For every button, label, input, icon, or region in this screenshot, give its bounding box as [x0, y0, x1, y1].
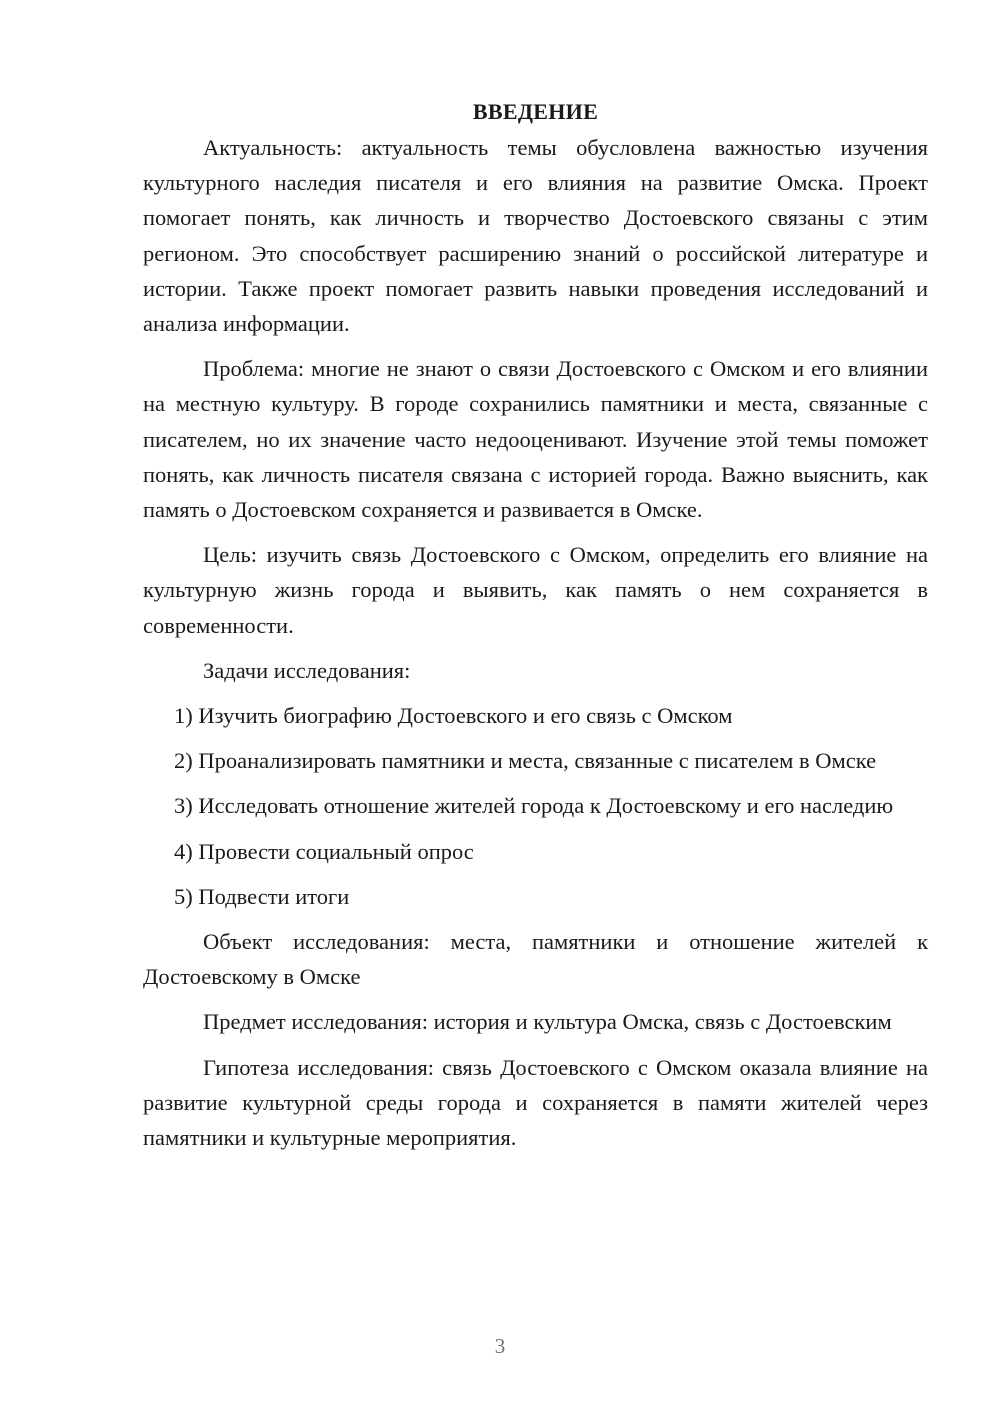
task-item-5: 5) Подвести итоги	[174, 883, 350, 909]
hypothesis-paragraph: Гипотеза исследования: связь Достоевского с Омском оказала влияние на развитие культурной среды города и сохраняется в памяти жителей через памятники и культурные мероприятия.	[143, 1054, 928, 1151]
task-item-3: 3) Исследовать отношение жителей города к Достоевскому и его наследию	[174, 793, 894, 819]
tasks-heading: Задачи исследования:	[203, 657, 411, 683]
section-title: ВВЕДЕНИЕ	[472, 99, 599, 124]
task-item-1: 1) Изучить биографию Достоевского и его связь с Омском	[174, 703, 733, 729]
document-page	[143, 94, 928, 1165]
problem-paragraph: Проблема: многие не знают о связи Достоевского с Омском и его влиянии на местную культуру. В городе сохранились памятники и места, связанные с писателем, но их значение часто недооценивают. Изучение этой темы поможет понять, как личность писателя связана с историей города. Важно выяснить, как память о Достоевском сохраняется и развивается в Омске.	[143, 356, 928, 523]
task-item-4: 4) Провести социальный опрос	[174, 838, 474, 864]
relevance-paragraph: Актуальность: актуальность темы обусловлена важностью изучения культурного наследия писателя и его влияния на развитие Омска. Проект помогает понять, как личность и творчество Достоевского связаны с этим регионом. Это способствует расширению знаний о российской литературе и истории. Также проект помогает развить навыки проведения исследований и анализа информации.	[143, 135, 928, 337]
subject-paragraph: Предмет исследования: история и культура Омска, связь с Достоевским	[203, 1009, 892, 1035]
object-paragraph: Объект исследования: места, памятники и отношение жителей к Достоевскому в Омске	[143, 929, 928, 990]
task-item-2: 2) Проанализировать памятники и места, связанные с писателем в Омске	[174, 748, 877, 774]
page-number: 3	[494, 1334, 506, 1358]
goal-paragraph: Цель: изучить связь Достоевского с Омском, определить его влияние на культурную жизнь города и выявить, как память о нем сохраняется в современности.	[143, 542, 928, 638]
